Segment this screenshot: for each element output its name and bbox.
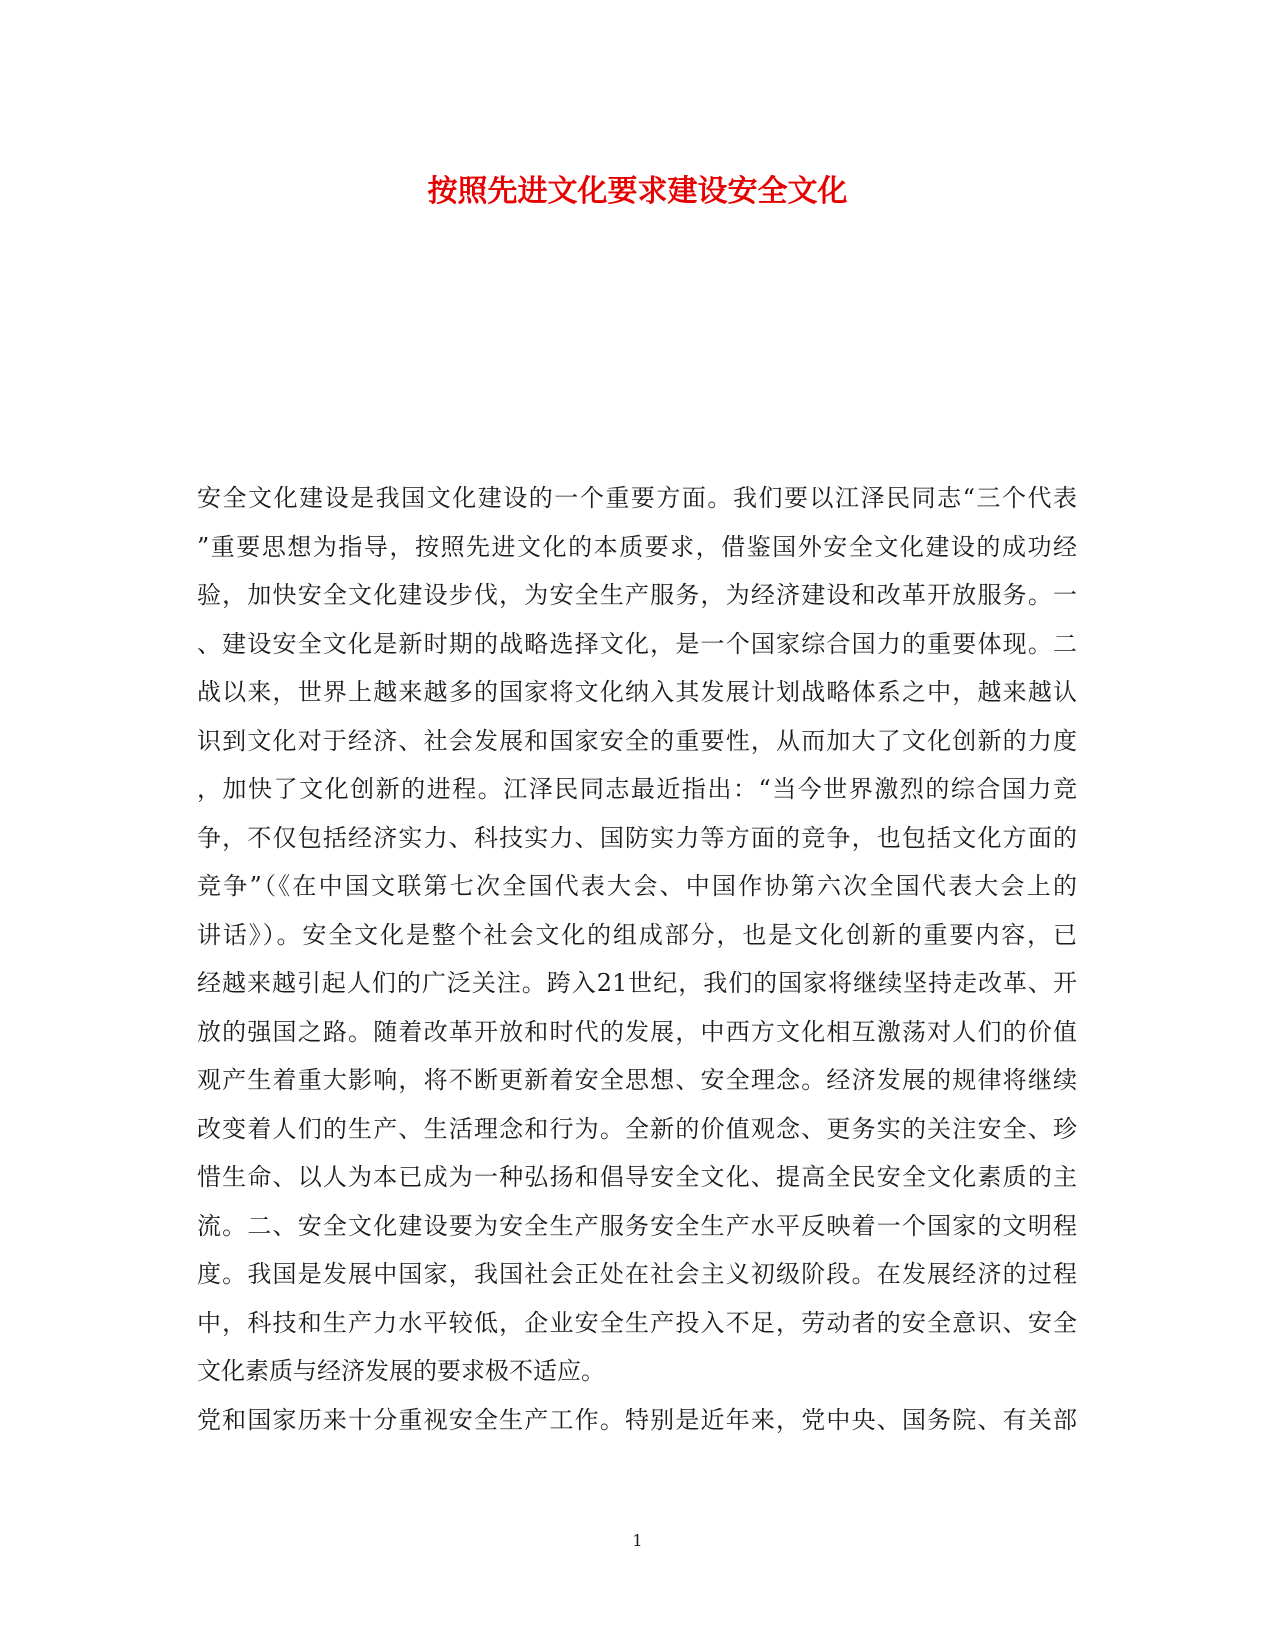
body-line: 度。我国是发展中国家，我国社会正处在社会主义初级阶段。在发展经济的过程: [197, 1260, 1077, 1288]
body-line: 观产生着重大影响，将不断更新着安全思想、安全理念。经济发展的规律将继续: [197, 1066, 1077, 1094]
body-line: 党和国家历来十分重视安全生产工作。特别是近年来，党中央、国务院、有关部: [197, 1405, 1077, 1434]
document-title: 按照先进文化要求建设安全文化: [427, 174, 848, 209]
body-line: 文化素质与经济发展的要求极不适应。: [197, 1357, 605, 1385]
body-line: 中，科技和生产力水平较低，企业安全生产投入不足，劳动者的安全意识、安全: [197, 1308, 1077, 1337]
body-line: 识到文化对于经济、社会发展和国家安全的重要性，从而加大了文化创新的力度: [197, 726, 1077, 755]
document-body: [197, 474, 1077, 1444]
body-line: 战以来，世界上越来越多的国家将文化纳入其发展计划战略体系之中，越来越认: [197, 678, 1077, 706]
body-line: ”重要思想为指导，按照先进文化的本质要求，借鉴国外安全文化建设的成功经: [197, 532, 1077, 561]
body-line: 验，加快安全文化建设步伐，为安全生产服务，为经济建设和改革开放服务。一: [197, 581, 1077, 609]
body-line: 经越来越引起人们的广泛关注。跨入21世纪，我们的国家将继续坚持走改革、开: [197, 969, 1077, 997]
body-line: 争，不仅包括经济实力、科技实力、国防实力等方面的竞争，也包括文化方面的: [197, 823, 1077, 852]
body-line: 讲话》）。安全文化是整个社会文化的组成部分，也是文化创新的重要内容，已: [197, 920, 1077, 949]
body-line: ，加快了文化创新的进程。江泽民同志最近指出：“当今世界激烈的综合国力竞: [197, 775, 1077, 803]
body-line: 竞争”（《在中国文联第七次全国代表大会、中国作协第六次全国代表大会上的: [197, 872, 1077, 900]
body-line: 、建设安全文化是新时期的战略选择文化，是一个国家综合国力的重要体现。二: [197, 629, 1077, 658]
body-line: 流。二、安全文化建设要为安全生产服务安全生产水平反映着一个国家的文明程: [197, 1211, 1077, 1240]
body-line: 惜生命、以人为本已成为一种弘扬和倡导安全文化、提高全民安全文化素质的主: [197, 1163, 1077, 1191]
body-line: 改变着人们的生产、生活理念和行为。全新的价值观念、更务实的关注安全、珍: [197, 1114, 1077, 1143]
body-line: 安全文化建设是我国文化建设的一个重要方面。我们要以江泽民同志“三个代表: [197, 484, 1077, 512]
page-number: 1: [632, 1531, 643, 1550]
body-line: 放的强国之路。随着改革开放和时代的发展，中西方文化相互激荡对人们的价值: [197, 1017, 1077, 1046]
